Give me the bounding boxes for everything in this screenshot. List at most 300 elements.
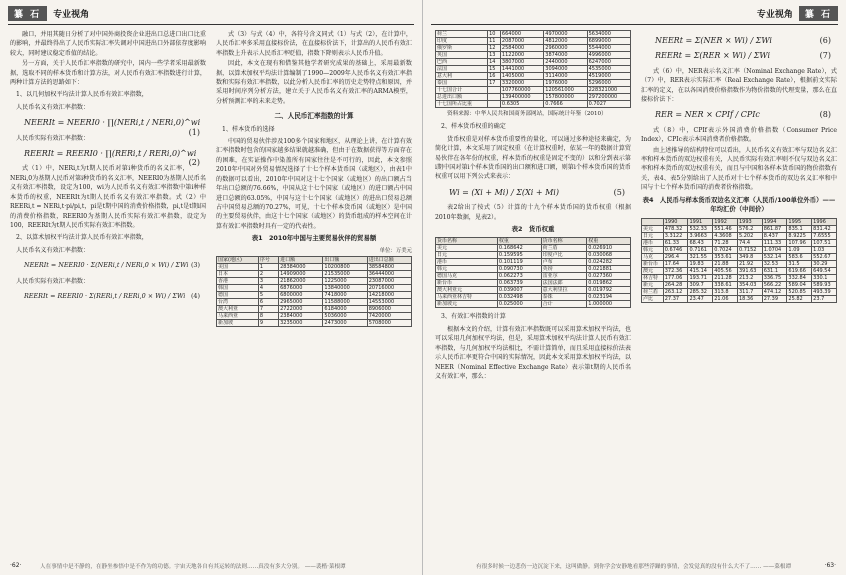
paragraph: 中国的贸易伙伴涉及100多个国家和地区，从理论上讲，在计算有效汇率指数时包含的国家越多结果就越准确，但由于在数据获得等方面存在的困难，在实证操作中染盖所有国家往往是不可行的，因此，本文参照2010年中国对外贸易情况选择了十七个样本货币国（或地区），由表1中的数据可以看出，2010年中国对这十七个国家（或地区）的出口额占当年出口总额的76.66%，中国从这十七个国家（或地区）的进口额占中国进口总额的63.05%，中国与这十七个国家（或地区）的进出口贸易总额占中国贸易总额的70.27%，可见，十七个样本货币国（或地区）是中国的主要贸易伙伴，由这十七个国家（或地区）的货币组成的样本空间在计算有效汇率指数时具有一定的代表性。 xyxy=(216,138,412,230)
table-row xyxy=(642,295,837,302)
table-header-cell: 进出口总额 xyxy=(367,256,411,263)
subheading: 2、样本货币权重的确定 xyxy=(441,123,506,131)
table-cell: 0.7666 xyxy=(544,101,587,108)
table-cell: 日元 xyxy=(436,252,498,259)
table-cell: 荷兰盾 xyxy=(642,288,664,295)
table-cell: 马来西亚 xyxy=(217,312,259,319)
table-header-cell: 1995 xyxy=(787,218,812,225)
table-cell: 107.51 xyxy=(812,239,837,246)
table-row xyxy=(436,101,631,108)
table-row xyxy=(436,38,631,45)
table-cell: 391.63 xyxy=(737,267,762,274)
table-cell: 32.53 xyxy=(762,260,787,267)
table-cell: 5.202 xyxy=(737,232,762,239)
table-cell: 法国法郎 xyxy=(541,280,587,287)
section-heading: 二、人民币汇率指数的计算 xyxy=(274,112,354,121)
left-column-1 xyxy=(10,30,206,307)
table-cell: 25.82 xyxy=(787,295,812,302)
table-row xyxy=(642,267,837,274)
table-cell: 36444000 xyxy=(367,270,411,277)
table-cell: 俄罗斯 xyxy=(436,45,488,52)
table-header-cell: 1992 xyxy=(713,218,738,225)
intro-paragraph: 融口，并用其随日分析了对中国外商投资企业进出口总进口出口比重的影响，并最终得出了人民币实际汇率失调对中国进出口外部依存度影响较大，同时建议稳定币值的结论。 xyxy=(10,31,206,57)
table-cell: 31.5 xyxy=(787,260,812,267)
table-row xyxy=(642,253,837,260)
table-cell: 631.1 xyxy=(762,267,787,274)
label: 人民币名义有效汇率指数： xyxy=(16,246,90,254)
table-cell: 0.090730 xyxy=(497,266,541,273)
table-cell: 泰铢 xyxy=(541,294,587,301)
table-cell: 21535000 xyxy=(323,270,367,277)
table-source: 资料来源：中华人民共和国商务部网站，国际统计年鉴（2010） xyxy=(447,111,607,117)
table-header-cell xyxy=(642,218,664,225)
table-cell: 0.024282 xyxy=(587,259,631,266)
paragraph: 由上述推导的结构特位可以看出，人民币名义有效汇率与双边名义汇率和样本货币的双边权重有关，人民币实际有效汇率则不仅与双边名义汇率和样本货币的双边权重有关，而且与中国和各样本货币国的物价指数有关，表4、表5分别给出了人民币对十七个样本货币的双边名义汇率和中国与十七个样本货币国的消费者价格指数。 xyxy=(641,146,837,192)
table-cell: 德国马克 xyxy=(436,273,498,280)
paragraph: 另一方面，关于人民币汇率指数的研究中，国内一些学者采用最新数据，选取不同的样本货币和计算方法，对人民币有效汇率指数进行计算，两种计算方法的思路如下： xyxy=(10,60,206,87)
table-cell: 1.000000 xyxy=(587,301,631,308)
method-item-2: 2、以算术加权平均法计算人民币有效汇率指数， xyxy=(16,234,148,242)
table-cell: 861.87 xyxy=(762,225,787,232)
table-cell: 313.8 xyxy=(713,288,738,295)
table-row xyxy=(217,298,412,305)
table-cell: 2584000 xyxy=(500,45,543,52)
formula-2: REERIt = REERI0 · ∏(RERi,t / RERi,0)^wi (2) xyxy=(24,149,200,168)
table-cell: 0.7024 xyxy=(713,246,738,253)
table-cell: 新台币 xyxy=(642,260,664,267)
table-cell: 285.32 xyxy=(688,288,713,295)
formula-8: RER = NER × CPIf / CPIc (8) xyxy=(655,110,831,120)
table-cell: 0.159595 xyxy=(497,252,541,259)
table-cell: 16 xyxy=(488,73,501,80)
header-rule xyxy=(8,24,414,25)
table-cell: 韩元 xyxy=(642,246,664,253)
label: 人民币名义有效汇率指数： xyxy=(16,103,90,111)
table-cell: 0.019862 xyxy=(587,280,631,287)
table-cell: 30.29 xyxy=(812,260,837,267)
formula-5: Wi = (Xi + Mi) / Σ(Xi + Mi) (5) xyxy=(449,187,625,197)
table-unit: 单位：万美元 xyxy=(379,247,412,254)
table-cell: 566.22 xyxy=(762,281,787,288)
table-cell: 新加坡 xyxy=(217,319,259,326)
paragraph: 表2给出了按式（5）计算的十九个样本货币国的货币权重（根据2010年数据，见表2）。 xyxy=(435,204,631,221)
section-title: 专业视角 xyxy=(756,9,793,20)
table-cell: 印度卢比 xyxy=(541,252,587,259)
table-cell: 14553000 xyxy=(367,298,411,305)
table-cell: 74.4 xyxy=(737,239,762,246)
table-cell: 3094000 xyxy=(544,66,587,73)
table-cell: 4812000 xyxy=(544,38,587,45)
table-cell: 荷兰盾 xyxy=(541,245,587,252)
table-cell: 9 xyxy=(258,319,278,326)
table-cell: 合计 xyxy=(541,301,587,308)
table-header-cell: 货币名称 xyxy=(436,238,498,245)
table-cell: 4996000 xyxy=(587,52,630,59)
header-rule xyxy=(431,24,838,25)
table-cell: 马克 xyxy=(642,253,664,260)
table-cell: 3.3122 xyxy=(663,232,688,239)
formula-6: NEERt = Σ(NER × Wi) / ΣWi (6) xyxy=(655,36,831,45)
table-cell: 211.28 xyxy=(713,274,738,281)
table-row xyxy=(436,245,631,252)
table-cell: 17.64 xyxy=(663,260,688,267)
table-cell: 意大利 xyxy=(436,73,488,80)
table-cell: 1.0704 xyxy=(762,246,787,253)
table-header-cell: 国家(地区) xyxy=(217,256,259,263)
table-cell: 6899000 xyxy=(587,38,630,45)
table-cell: 3320000 xyxy=(500,80,543,87)
table-cell: 香港 xyxy=(217,277,259,284)
table-cell: 1 xyxy=(258,263,278,270)
table-cell: 228321000 xyxy=(587,87,630,94)
table-row xyxy=(642,225,837,232)
right-header xyxy=(751,4,838,22)
paragraph: 式（6）中，NER表示名义汇率（Nominal Exchange Rate），式（7）中，RER表示实际汇率（Real Exchange Rate），根据前文实际汇率的定义，在以各国消费价格指数作为物价指数的代理变量，那么在直接标价法下： xyxy=(641,67,837,104)
table-header-cell: 1996 xyxy=(812,218,837,225)
right-column-1 xyxy=(435,30,631,382)
table-cell: 552.67 xyxy=(812,253,837,260)
table-cell: 0.021881 xyxy=(587,266,631,273)
table-cell: 泰国 xyxy=(436,80,488,87)
table-cell: 荷兰 xyxy=(436,31,488,38)
table-cell: 139400000 xyxy=(500,94,543,101)
table-cell: 3114000 xyxy=(544,73,587,80)
table-cell: 583.6 xyxy=(787,253,812,260)
table-cell: 美国 xyxy=(217,263,259,270)
table-cell: 372.36 xyxy=(663,267,688,274)
table-cell: 19.83 xyxy=(688,260,713,267)
formula-3: NEERIt = NEERI0 · Σ(NERi,t / NERi,0 × Wi) / ΣWi (3) xyxy=(24,261,200,270)
table-cell: 332.84 xyxy=(787,274,812,281)
table-cell: 卢比 xyxy=(642,295,664,302)
label: 人民币实际有效汇率指数： xyxy=(16,277,90,285)
table-cell: 664000 xyxy=(500,31,543,38)
table-cell: 港币 xyxy=(642,239,664,246)
table-cell: 551.46 xyxy=(713,225,738,232)
table-cell: 264.28 xyxy=(663,281,688,288)
table-cell: 7.6555 xyxy=(812,232,837,239)
table-cell: 澳元 xyxy=(642,267,664,274)
table-row xyxy=(642,274,837,281)
table-row xyxy=(217,277,412,284)
table-cell: 港币 xyxy=(436,259,498,266)
right-page xyxy=(423,0,846,575)
table-cell: 28384000 xyxy=(279,263,323,270)
table-cell: 415.14 xyxy=(688,267,713,274)
table-cell: 0.039007 xyxy=(497,287,541,294)
weight-table xyxy=(435,237,631,308)
table-header-cell: 权重 xyxy=(497,238,541,245)
table-cell: 日本 xyxy=(217,270,259,277)
paragraph: 式（8）中，CPIf表示外国消费价格指数（Consumer Price Index），CPIc表示本国消费者价格指数。 xyxy=(641,126,837,144)
table-row xyxy=(217,284,412,291)
table-cell: 0.7027 xyxy=(587,101,630,108)
table-cell: 法国 xyxy=(436,66,488,73)
table-row xyxy=(436,273,631,280)
table-cell: 296.4 xyxy=(663,253,688,260)
table-header-cell: 进口额 xyxy=(279,256,323,263)
table-cell: 107.96 xyxy=(787,239,812,246)
table-cell: 349.8 xyxy=(737,253,762,260)
table-cell: 589.93 xyxy=(812,281,837,288)
table-cell: 0.7161 xyxy=(688,246,713,253)
table-row xyxy=(642,246,837,253)
table-cell: 120561000 xyxy=(544,87,587,94)
table-cell: 8 xyxy=(258,312,278,319)
table-cell xyxy=(488,94,501,101)
table-cell: 韩国 xyxy=(217,284,259,291)
table-cell xyxy=(488,101,501,108)
formula-7: REERt = Σ(RER × Wi) / ΣWi (7) xyxy=(655,51,831,61)
table-cell: 1.09 xyxy=(787,246,812,253)
brand-logo: 纂 石 xyxy=(799,6,838,21)
table-cell: 309.7 xyxy=(688,281,713,288)
table-cell: 23.47 xyxy=(688,295,713,302)
table-cell: 美元 xyxy=(642,225,664,232)
table-cell: 338.61 xyxy=(713,281,738,288)
table-cell: 巴西 xyxy=(436,59,488,66)
table-cell: 11588000 xyxy=(323,298,367,305)
table-cell: 297200000 xyxy=(587,94,630,101)
table-cell: 3.9663 xyxy=(688,232,713,239)
table-cell: 14218000 xyxy=(367,291,411,298)
table-cell: 27.37 xyxy=(663,295,688,302)
table-header-cell: 1991 xyxy=(688,218,713,225)
table-cell: 0.023194 xyxy=(587,294,631,301)
table-row xyxy=(642,232,837,239)
table-row xyxy=(436,252,631,259)
table-row xyxy=(436,294,631,301)
table-cell: 4535000 xyxy=(587,66,630,73)
table-cell: 5296000 xyxy=(587,80,630,87)
table-header-cell: 序号 xyxy=(258,256,278,263)
table-cell: 澳大利亚 xyxy=(217,305,259,312)
table-cell: 18.36 xyxy=(737,295,762,302)
table-cell: 0.101119 xyxy=(497,259,541,266)
table-cell: 7 xyxy=(258,305,278,312)
table-cell: 474.12 xyxy=(762,288,787,295)
table-row xyxy=(436,259,631,266)
table-cell: 3 xyxy=(258,277,278,284)
table-cell: 8.9225 xyxy=(787,232,812,239)
table-cell: 4 xyxy=(258,284,278,291)
footer-quote: 有很多时候一边悲伤一边沉淀下来，这叫做静。到你学会安静地看那些浮躁的事情，会发觉真的没有什么大不了…… ——菜根谭 xyxy=(476,564,792,570)
table-caption: 表1 2010年中国与主要贸易伙伴的贸易额 xyxy=(251,234,377,243)
table-cell: 0.7152 xyxy=(737,246,762,253)
exchange-rate-table xyxy=(641,218,837,303)
table-row xyxy=(436,287,631,294)
table-header-cell: 权重 xyxy=(587,238,631,245)
table-cell: 2384000 xyxy=(279,312,323,319)
table-cell: 589.04 xyxy=(787,281,812,288)
table-cell: 111.33 xyxy=(762,239,787,246)
table-cell: 321.55 xyxy=(688,253,713,260)
table-row xyxy=(217,312,412,319)
table-header-cell: 1990 xyxy=(663,218,688,225)
table-cell: 0.168642 xyxy=(497,245,541,252)
paragraph: 式（3）与式（4）中，各符号含义同式（1）与式（2），在计算中，人民币汇率多采用直接标价法，在直接标价法下，计算出的人民币有效汇率指数上升表示人民币汇率贬值，指数下降则表示人民币升值。 xyxy=(216,31,412,57)
table-row xyxy=(642,239,837,246)
table-cell: 卢布 xyxy=(541,259,587,266)
table-cell: 493.39 xyxy=(812,288,837,295)
left-header xyxy=(8,4,95,22)
table-cell: 1122000 xyxy=(500,52,543,59)
table-cell: 336.75 xyxy=(762,274,787,281)
table-row xyxy=(217,263,412,270)
table-cell: 1976000 xyxy=(544,80,587,87)
table-cell: 4519000 xyxy=(587,73,630,80)
table-cell: 3235000 xyxy=(279,319,323,326)
table-cell: 0.032498 xyxy=(497,294,541,301)
table-cell: 8906000 xyxy=(367,305,411,312)
table-cell: 6876000 xyxy=(279,284,323,291)
table-cell: 英国 xyxy=(436,52,488,59)
table-caption: 表2 货币权重 xyxy=(511,225,555,234)
table-cell: 韩元 xyxy=(436,266,498,273)
table-row xyxy=(642,281,837,288)
table-cell: 1405000 xyxy=(500,73,543,80)
table-cell: 新元 xyxy=(642,281,664,288)
right-column-2 xyxy=(641,30,837,303)
table-cell: 0.019792 xyxy=(587,287,631,294)
table-row xyxy=(436,80,631,87)
table-cell: 649.54 xyxy=(812,267,837,274)
table-cell: 英镑 xyxy=(541,266,587,273)
table-caption: 表4 人民币与样本货币双边名义汇率（人民币/100单位外币）——年均汇价（中间价） xyxy=(642,195,836,214)
table-cell: 14909000 xyxy=(279,270,323,277)
table-cell: 2473000 xyxy=(323,319,367,326)
table-cell: 德国 xyxy=(217,291,259,298)
paragraph: 因此，本文在现有和借鉴其他学者研究成果的基础上，采用最新数据，以算术加权平均法计算编制了1990—2009年人民币名义有效汇率指数和实际有效汇率指数，以此分析人民币汇率的历史走势特点和原因，并采用时间序列分析方法，建立关于人民币名义有效汇率的ARMA模型，分析预测汇率的未来走势。 xyxy=(216,60,412,105)
paragraph: 货币权重是对样本货币重要性的量化，可以通过多种途径来确定，为简化计算，本文采用了固定权重（在计算权重时，依某一年的数据计算贸易伙伴在各年份的权重，样本货币的权重是固定不变的）以和分到表示第i期中国对第i个样本货币国的出口额和进口额，则第i个样本货币国的货币权重可以用下列公式来表示： xyxy=(435,135,631,181)
table-row xyxy=(642,288,837,295)
table-cell: 21862000 xyxy=(279,277,323,284)
footer-quote: 人在事情中是不静的，在静坐参悟中是不作为的功德。宇宙天地各自有其运转的法则……真没有多大分别。 ——裴楷·菜根谭 xyxy=(40,564,346,570)
table-cell: 27.39 xyxy=(762,295,787,302)
table-row xyxy=(436,52,631,59)
table-cell: 3874000 xyxy=(544,52,587,59)
table-cell: 4970000 xyxy=(544,31,587,38)
table-cell: 新台币 xyxy=(436,280,498,287)
table-cell: 14 xyxy=(488,59,501,66)
table-cell: 6247000 xyxy=(587,59,630,66)
table-cell: 5 xyxy=(258,291,278,298)
table-cell: 213.2 xyxy=(737,274,762,281)
table-cell: 0.062273 xyxy=(497,273,541,280)
table-cell: 68.43 xyxy=(688,239,713,246)
table-cell: 总进出口额 xyxy=(436,94,488,101)
table-cell: 12 xyxy=(488,45,501,52)
left-column-2 xyxy=(216,30,412,327)
table-cell: 10200800 xyxy=(323,263,367,270)
table-cell: 5036000 xyxy=(323,312,367,319)
page-number: ·63· xyxy=(824,562,836,569)
table-cell: 193.71 xyxy=(688,274,713,281)
table-cell: 520.85 xyxy=(787,288,812,295)
table-cell: 马来西亚林吉特 xyxy=(436,294,498,301)
table-row xyxy=(436,266,631,273)
table-cell: 意大利里拉 xyxy=(541,287,587,294)
table-cell: 0.025000 xyxy=(497,301,541,308)
table-cell: 21.06 xyxy=(713,295,738,302)
subheading: 3、有效汇率指数的计算 xyxy=(441,313,506,321)
table-row xyxy=(217,270,412,277)
table-cell: 478.32 xyxy=(663,225,688,232)
table-cell: 13840000 xyxy=(323,284,367,291)
section-title: 专业视角 xyxy=(53,9,90,20)
table-cell: 354.03 xyxy=(737,281,762,288)
table-header-cell: 货币名称 xyxy=(541,238,587,245)
table-cell: 林吉特 xyxy=(642,274,664,281)
table-cell: 532.33 xyxy=(688,225,713,232)
table-row xyxy=(217,305,412,312)
table-cell: 0.026910 xyxy=(587,245,631,252)
table-cell: 23.7 xyxy=(812,295,837,302)
table-cell: 5634000 xyxy=(587,31,630,38)
table-cell: 印度 xyxy=(436,38,488,45)
table-cell: 311.7 xyxy=(737,288,762,295)
table-cell: 2440000 xyxy=(544,59,587,66)
table-cell: 0.027360 xyxy=(587,273,631,280)
table-header-cell: 1994 xyxy=(762,218,787,225)
table-cell: 263.12 xyxy=(663,288,688,295)
table-cell: 21.88 xyxy=(713,260,738,267)
table-cell: 330.1 xyxy=(812,274,837,281)
table-cell: 619.66 xyxy=(787,267,812,274)
table-cell: 5544000 xyxy=(587,45,630,52)
table-cell: 20716000 xyxy=(367,284,411,291)
table-cell: 2960000 xyxy=(544,45,587,52)
label: 人民币实际有效汇率指数： xyxy=(16,134,90,142)
table-cell: 十七国所占比重 xyxy=(436,101,488,108)
table-cell: 831.42 xyxy=(812,225,837,232)
table-cell: 6 xyxy=(258,298,278,305)
table-cell: 576.2 xyxy=(737,225,762,232)
table-cell: 23087000 xyxy=(367,277,411,284)
paragraph: 根据本文的介绍，计算有效汇率指数既可以采用算术加权平均法，也可以采用几何加权平均法，但是，采用算术加权平均法计算人民币有效汇率指数，与几何加权平均法相比，不需计算简单，而且采用直接标价法表示人民币汇率更符合中国的实际情况，因此本文采用算术加权平均法，以NEER（Nominal Effective Exchange Rate）表示第t期的人民币名义有效汇率，那么： xyxy=(435,325,631,380)
table-cell: 21.92 xyxy=(737,260,762,267)
table-cell: 澳大利亚元 xyxy=(436,287,498,294)
table-cell: 177.06 xyxy=(663,274,688,281)
table-cell: 8.437 xyxy=(762,232,787,239)
table-row xyxy=(436,66,631,73)
method-item-1: 1、以几何加权平均法计算人民币有效汇率指数， xyxy=(16,91,148,99)
table-row xyxy=(217,291,412,298)
table-cell: 6800000 xyxy=(279,291,323,298)
table-cell: 353.61 xyxy=(713,253,738,260)
table-row xyxy=(436,87,631,94)
subheading: 1、样本货币的选择 xyxy=(222,125,275,133)
table-cell: 1.03 xyxy=(812,246,837,253)
formula-4: REERIt = REERI0 · Σ(RERi,t / RERi,0 × Wi) / ΣWi (4) xyxy=(24,291,200,300)
table-row xyxy=(436,94,631,101)
table-cell: 3807000 xyxy=(500,59,543,66)
table-row xyxy=(436,59,631,66)
table-header-cell: 1993 xyxy=(737,218,762,225)
table-cell: 7420000 xyxy=(367,312,411,319)
table-cell: 107760000 xyxy=(500,87,543,94)
table-cell xyxy=(488,87,501,94)
table-cell: 71.28 xyxy=(713,239,738,246)
table-cell: 17 xyxy=(488,80,501,87)
table-row xyxy=(436,280,631,287)
table-cell: 0.6305 xyxy=(500,101,543,108)
table-row xyxy=(436,301,631,308)
brand-logo: 纂 石 xyxy=(8,6,47,21)
table-cell: 日元 xyxy=(642,232,664,239)
table-cell: 835.1 xyxy=(787,225,812,232)
table-row xyxy=(436,73,631,80)
